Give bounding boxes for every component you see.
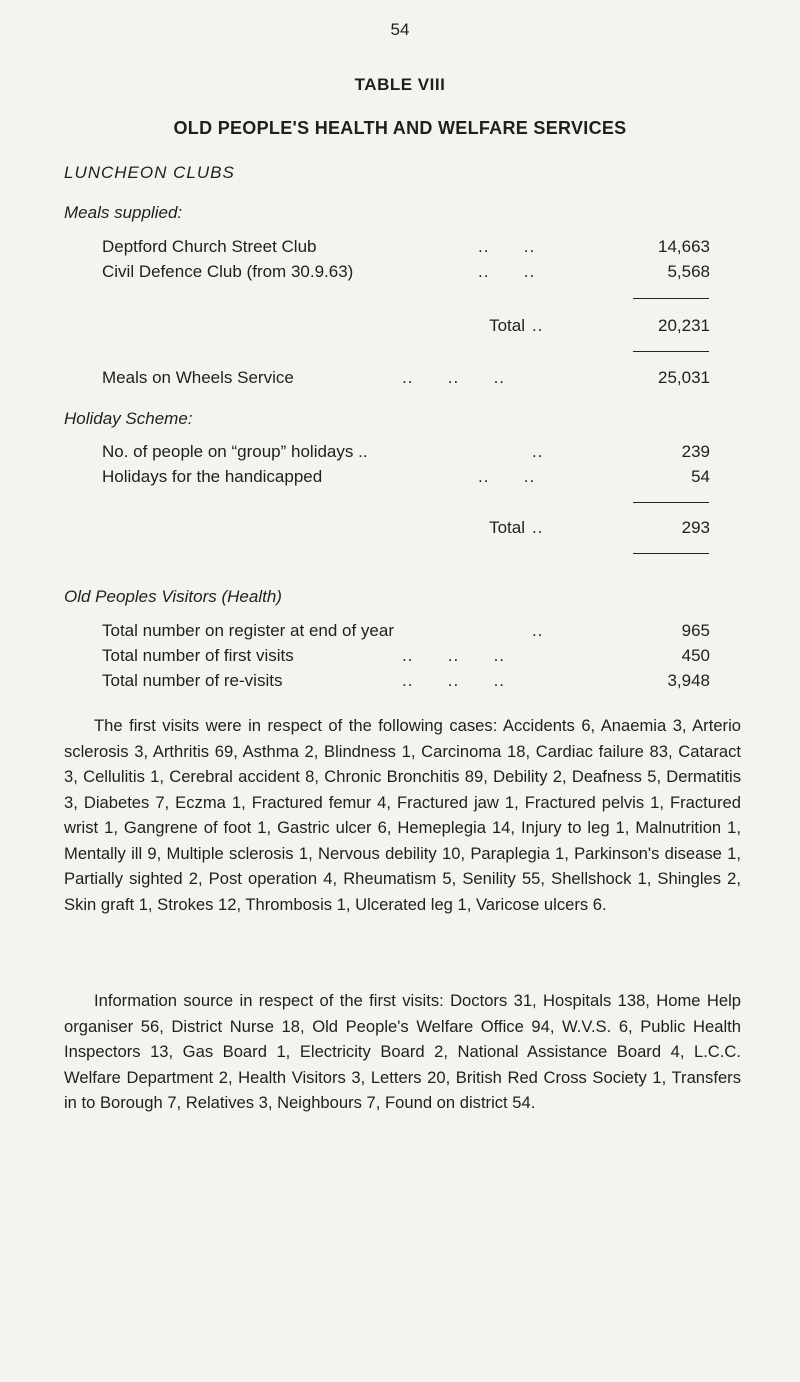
meals-heading: Meals supplied: [64,203,183,222]
row-label: Total number on register at end of year [102,621,394,640]
row-value: 3,948 [667,671,710,690]
page-number: 54 [390,20,410,39]
total-rule [633,351,709,352]
row-label: Civil Defence Club (from 30.9.63) [102,262,354,281]
meals-row [102,262,710,286]
leader-dots: .. [532,442,544,461]
row-value: 965 [681,621,710,640]
total-value: 20,231 [658,316,710,335]
holiday-row [102,467,710,491]
total-label: Total [489,316,525,335]
leader-dots: .. .. [478,467,536,486]
meals-total-row [102,316,710,340]
row-label: Total number of first visits [102,646,294,665]
page-title: OLD PEOPLE'S HEALTH AND WELFARE SERVICES [173,118,627,138]
leader-dots: .. .. .. [402,671,506,690]
row-value: 239 [681,442,710,461]
leader-dots: .. [532,316,544,335]
row-value: 5,568 [667,262,710,281]
leader-dots: .. [532,621,544,640]
visitors-row [102,671,710,695]
row-label: No. of people on “group” holidays .. [102,442,368,461]
row-label: Total number of re-visits [102,671,283,690]
total-value: 293 [681,518,710,537]
holiday-row [102,442,710,466]
meals-on-wheels-row [102,368,710,392]
row-label: Meals on Wheels Service [102,368,294,387]
visitors-heading: Old Peoples Visitors (Health) [64,587,282,606]
meals-row [102,237,710,261]
row-label: Holidays for the handicapped [102,467,323,486]
leader-dots: .. [532,518,544,537]
row-label: Deptford Church Street Club [102,237,317,256]
leader-dots: .. .. .. [402,646,506,665]
total-rule [633,502,709,503]
visitors-row [102,646,710,670]
row-value: 25,031 [658,368,710,387]
sources-paragraph: Information source in respect of the first visits: Doctors 31, Hospitals 138, Home Help organiser 56, District Nurse 18, Old People's Welfare Office 94, W.V.S. 6, Public Health Inspectors 13, Gas Board 1, Electricity Board 2, National Assistance Board 4, L.C.C. Welfare Department 2, Health Visitors 3, Letters 20, British Red Cross Society 1, Transfers in to Borough 7, Relatives 3, Neighbours 7, Found on district 54. [64,991,741,1112]
total-label: Total [489,518,525,537]
visitors-row [102,621,710,645]
total-rule [633,553,709,554]
total-rule [633,298,709,299]
row-value: 14,663 [658,237,710,256]
leader-dots: .. .. [478,262,536,281]
cases-paragraph: The first visits were in respect of the following cases: Accidents 6, Anaemia 3, Arterio sclerosis 3, Arthritis 69, Asthma 2, Blindness 1, Carcinoma 18, Cardiac failure 83, Cataract 3, Cellulitis 1, Cerebral accident 8, Chronic Bronchitis 89, Debility 2, Deafness 5, Dermatitis 3, Diabetes 7, Eczma 1, Fractured femur 4, Fractured jaw 1, Fractured pelvis 1, Fractured wrist 1, Gangrene of foot 1, Gastric ulcer 6, Hemeplegia 14, Injury to leg 1, Malnutrition 1, Mentally ill 9, Multiple sclerosis 1, Nervous debility 10, Paraplegia 1, Parkinson's disease 1, Partially sighted 2, Post operation 4, Rheumatism 5, Senility 55, Shellshock 1, Shingles 2, Skin graft 1, Strokes 12, Thrombosis 1, Ulcerated leg 1, Varicose ulcers 6. [64,716,741,914]
table-title: TABLE VIII [354,75,446,94]
leader-dots: .. .. [478,237,536,256]
row-value: 54 [691,467,710,486]
section-title: LUNCHEON CLUBS [64,163,235,182]
holiday-heading: Holiday Scheme: [64,409,193,428]
leader-dots: .. .. .. [402,368,506,387]
holiday-total-row [102,518,710,542]
row-value: 450 [681,646,710,665]
